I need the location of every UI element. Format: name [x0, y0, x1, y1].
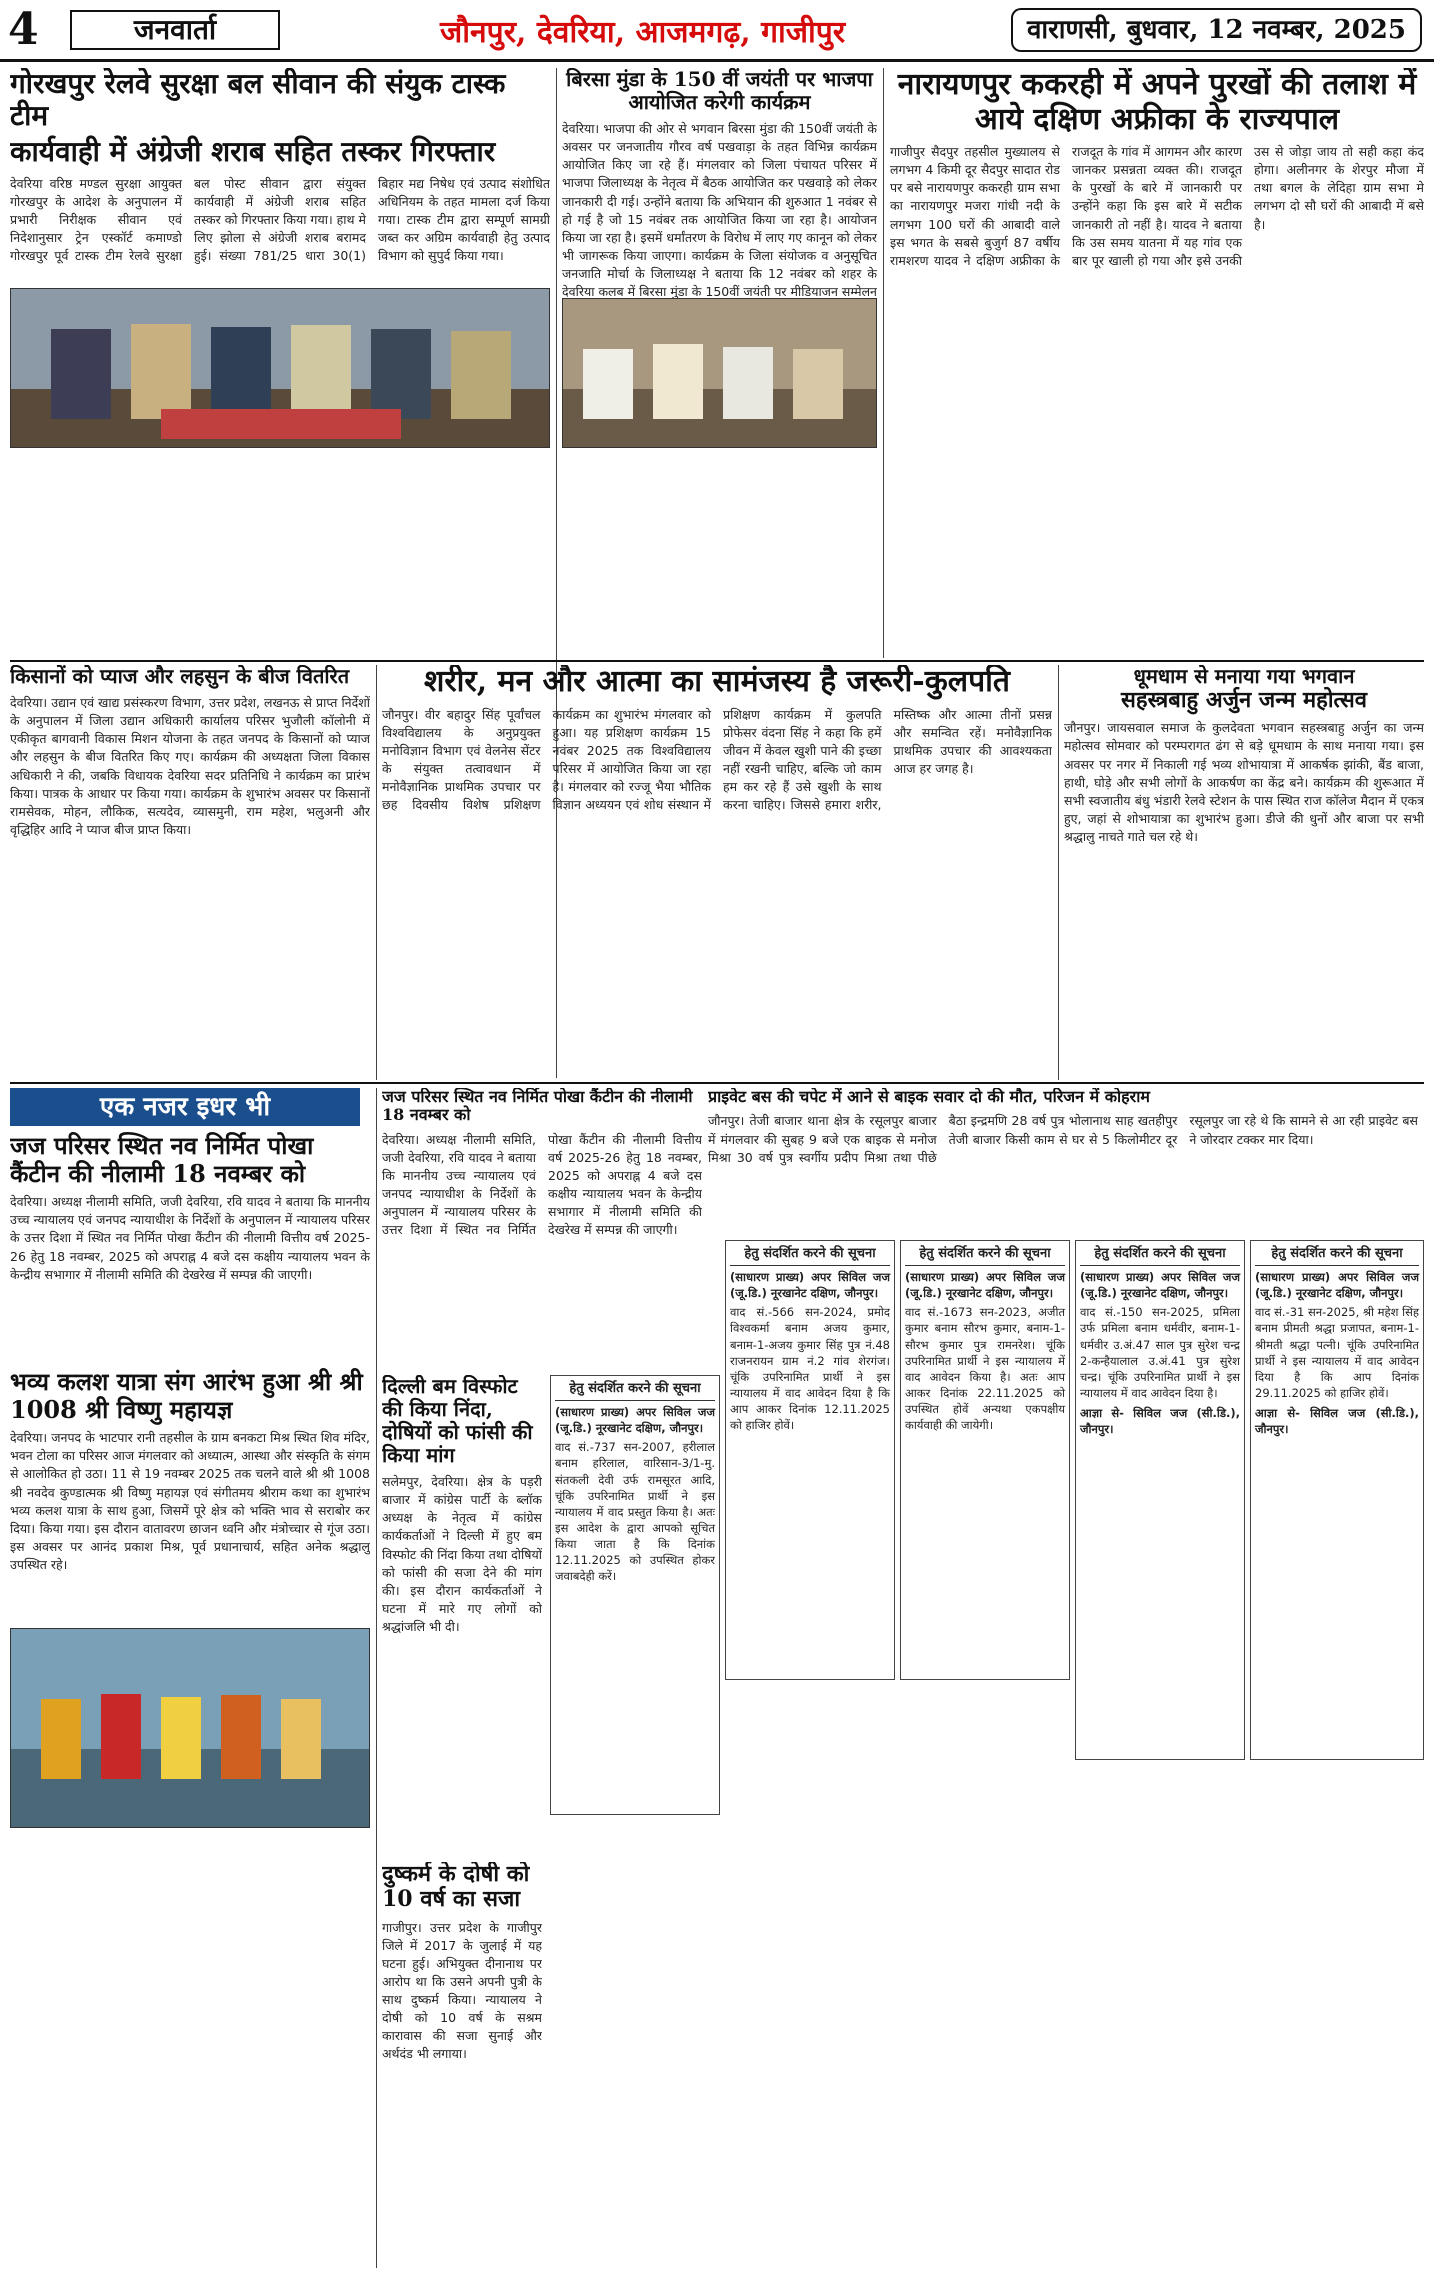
story-private-bus-headline: प्राइवेट बस की चपेट में आने से बाइक सवार दो की मौत, परिजन में कोहराम	[708, 1088, 1150, 1106]
story-birsa-headline: बिरसा मुंडा के 150 वीं जयंती पर भाजपा आयोजित करेगी कार्यक्रम	[566, 68, 873, 114]
legal-notice-footer: आज्ञा से- सिविल जज (सी.डि.), जौनपुर।	[1080, 1405, 1240, 1437]
legal-notice-head: हेतु संदर्शित करने की सूचना	[905, 1245, 1065, 1266]
page-number: 4	[8, 4, 39, 55]
story-narayanpur	[890, 68, 1424, 658]
story-sahasra-headline-2: सहस्त्रबाहु अर्जुन जन्म महोत्सव	[1121, 687, 1367, 713]
legal-notice	[725, 1240, 895, 1680]
kalash-yatra-image	[11, 1629, 370, 1828]
legal-notice-head: हेतु संदर्शित करने की सूचना	[555, 1380, 715, 1401]
story-delhi	[382, 1375, 542, 1855]
story-janaj	[10, 1132, 370, 1362]
story-dushkarm-headline: दुष्कर्म के दोषी को 10 वर्ष का सजा	[382, 1862, 530, 1913]
story-narayanpur-body: गाजीपुर सैदपुर तहसील मुख्यालय से लगभग 4 किमी दूर सैदपुर सादात रोड पर बसे नारायणपुर ककरही ग्राम सभा का नारायणपुर मजरा गांधी नदी के लगभग 100 घरों की आबादी वाले इस भगत के सबसे बुजुर्ग 87 वर्षीय रामशरण यादव ने दक्षिण अफ्रीका के राजदूत के गांव में आगमन और कारण जानकर प्रसन्नता व्यक्त की। राजदूत के पुरखों के बारे में जानकारी पर उन्होंने कहा कि इस बारे में सटीक जानकारी तो नहीं है। यादव ने बताया कि उस समय यातना में यह गांव एक बार पूर खाली हो गया और इसे उनकी उस से जोड़ा जाय तो सही कहा कंद होगा। अलीनगर के शेरपुर मौजा में तथा बगल के लेदिहा ग्राम सभा मे लगभग दो सौ घरों की आबादी में बसे है।	[890, 144, 1424, 268]
story-private-bus	[708, 1088, 1418, 1228]
story-birsa	[562, 68, 877, 708]
column-rule	[1058, 665, 1059, 1080]
edition-cities: जौनपुर, देवरिया, आजमगढ़, गाजीपुर	[440, 15, 846, 50]
rpf-photo	[10, 288, 550, 448]
story-dushkarm-body: गाजीपुर। उत्तर प्रदेश के गाजीपुर जिले में 2017 के जुलाई में यह घटना हुई। अभियुक्त दीनानाथ पर आरोप था कि उसने अपनी पुत्री के साथ दुष्कर्म किया। न्यायालय ने दोषी को 10 वर्ष के सश्रम कारावास की सजा सुनाई और अर्थदंड भी लगाया।	[382, 1919, 542, 2062]
story-kalash-body: देवरिया। जनपद के भाटपार रानी तहसील के ग्राम बनकटा मिश्र स्थित शिव मंदिर, भवन टोला का परिसर आज मंगलवार को अध्यात्म, आस्था और संस्कृति के संगम से आलोकित हो उठा। 11 से 19 नवम्बर 2025 तक चलने वाले श्री श्री 1008 श्री नवदेव कुण्डात्मक श्री विष्णु महायज्ञ एवं संगीतमय श्रीराम कथा का शुभारंभ भव्य कलश यात्रा के साथ हुआ, जिसमें पूरे क्षेत्र को भक्ति भाव से सराबोर कर दिया। किया गया। इस दौरान वातावरण छाजन ध्वनि और मंत्रोच्चार से गूंज उठा। इस अवसर पर आनंद प्रकाश मिश्र, पूर्व प्रधानाचार्य, सहित अनेक श्रद्धालु उपस्थित रहे।	[10, 1430, 370, 1573]
legal-notice-court: (साधारण प्राख्य) अपर सिविल जज (जू.डि.) नूरखानेट दक्षिण, जौनपुर।	[730, 1270, 890, 1301]
story-kisan	[10, 665, 370, 1080]
legal-notice-text: वाद सं.-31 सन-2025, श्री महेश सिंह बनाम प्रीमती श्रद्धा प्रजापत, बनाम-1-श्रीमती श्रद्धा पत्नी। चूंकि उपरिनामित प्रार्थी ने इस न्यायालय में वाद आवेदन दिया है कि आप दिनांक 29.11.2025 को हाजिर होवें।	[1255, 1305, 1419, 1400]
story-delhi-headline: दिल्ली बम विस्फोट की किया निंदा, दोषियों को फांसी की किया मांग	[382, 1375, 533, 1467]
story-kentin-headline: जज परिसर स्थित नव निर्मित पोखा कैंटीन की नीलामी 18 नवम्बर को	[382, 1088, 693, 1125]
legal-notice-text: वाद सं.-1673 सन-2023, अजीत कुमार बनाम सौरभ कुमार, बनाम-1-सौरभ कुमार पुत्र रामनरेश। चूंकि उपरिनामित प्रार्थी ने इस न्यायालय में वाद आवेदन किया है। अतः आप आकर दिनांक 22.11.2025 को उपस्थित होवें अन्यथा एकपक्षीय कार्यवाही की जायेगी।	[905, 1305, 1065, 1433]
story-kalash-headline: भव्य कलश यात्रा संग आरंभ हुआ श्री श्री 1008 श्री विष्णु महायज्ञ	[10, 1368, 363, 1424]
story-kalash	[10, 1368, 370, 2268]
legal-notice-text: वाद सं.-566 सन-2024, प्रमोद विश्वकर्मा बनाम अजय कुमार, बनाम-1-अजय कुमार सिंह पुत्र नं.48 राजनरायन ग्राम नं.2 गांव शेरगंज। चूंकि उपरिनामित प्रार्थी ने इस न्यायालय में वाद आवेदन दिया है कि आप आकर दिनांक 12.11.2025 को हाजिर होवें।	[730, 1305, 890, 1433]
story-sahasra	[1064, 665, 1424, 1080]
story-sharir-body: जौनपुर। वीर बहादुर सिंह पूर्वांचल विश्वविद्यालय के अनुप्रयुक्त मनोविज्ञान विभाग एवं वेलनेस सेंटर के संयुक्त तत्वावधान में मनोवैज्ञानिक प्राथमिक उपचार पर छह दिवसीय विशेष प्रशिक्षण कार्यक्रम का शुभारंभ मंगलवार को हुआ। यह प्रशिक्षण कार्यक्रम 15 नवंबर 2025 तक विश्वविद्यालय परिसर में आयोजित किया जा रहा है। मंगलवार को रज्जू भैया भौतिक विज्ञान अध्ययन एवं शोध संस्थान में प्रशिक्षण कार्यक्रम में कुलपति प्रोफेसर वंदना सिंह ने कहा कि हमें जीवन में केवल खुशी पाने की इच्छा नहीं रखनी चाहिए, बल्कि जो काम हम कर रहे हैं उसे खुशी के साथ करना चाहिए। जिससे हमारा शरीर, मस्तिष्क और आत्मा तीनों प्रसन्न और समन्वित रहें। मनोवैज्ञानिक प्राथमिक उपचार की आवश्यकता आज हर जगह है।	[382, 706, 1052, 813]
row-rule	[10, 660, 1424, 662]
legal-notice	[1250, 1240, 1424, 1760]
legal-notice	[900, 1240, 1070, 1680]
ek-nazar-section-bar: एक नजर इधर भी	[10, 1088, 360, 1126]
column-rule	[376, 665, 377, 1080]
story-sharir	[382, 665, 1052, 1075]
story-rpf-body: देवरिया वरिष्ठ मण्डल सुरक्षा आयुक्त गोरखपुर के आदेश के अनुपालन में प्रभारी निरीक्षक सीवान एवं निदेशानुसार ट्रेन एस्कॉर्ट कमाण्डो गोरखपुर पूर्व टास्क टीम रेलवे सुरक्षा बल पोस्ट सीवान द्वारा संयुक्त कार्यवाही में अंग्रेजी शराब सहित तस्कर को गिरफ्तार किया गया। हाथ मे लिए झोला से अंग्रेजी शराब बरामद हुई। संख्या 781/25 धारा 30(1) बिहार मद्य निषेध एवं उत्पाद संशोधित अधिनियम के तहत मामला दर्ज किया गया। टास्क टीम द्वारा सम्पूर्ण सामग्री जब्त कर अग्रिम कार्यवाही हेतु उत्पाद विभाग को सुपुर्द किया गया।	[10, 175, 550, 264]
legal-notice-head: हेतु संदर्शित करने की सूचना	[730, 1245, 890, 1266]
story-janaj-headline: जज परिसर स्थित नव निर्मित पोखा कैंटीन की नीलामी 18 नवम्बर को	[10, 1132, 314, 1188]
legal-notice-head: हेतु संदर्शित करने की सूचना	[1080, 1245, 1240, 1266]
story-private-bus-body: जौनपुर। तेजी बाजार थाना क्षेत्र के रसूलपुर बाजार में मंगलवार की सुबह 9 बजे एक बाइक से मनोज मिश्रा 30 वर्ष पुत्र स्वर्गीय प्रदीप मिश्रा तथा पीछे बैठा इन्द्रमणि 28 वर्ष पुत्र भोलानाथ साह खतहीपुर तेजी बाजार किसी काम से घर से 5 किलोमीटर दूर रसूलपुर जा रहे थे कि सामने से आ रही प्राइवेट बस ने जोरदार टक्कर मार दिया।	[708, 1113, 1418, 1165]
legal-notice-head: हेतु संदर्शित करने की सूचना	[1255, 1245, 1419, 1266]
story-narayanpur-headline: नारायणपुर ककरही में अपने पुरखों की तलाश में आये दक्षिण अफ्रीका के राज्यपाल	[897, 68, 1417, 137]
edition-date: वाराणसी, बुधवार, 12 नवम्बर, 2025	[1011, 8, 1422, 52]
legal-notice	[550, 1375, 720, 1815]
legal-notice-text: वाद सं.-150 सन-2025, प्रमिला उर्फ प्रमिला बनाम धर्मवीर, बनाम-1-धर्मवीर उ.अं.47 साल पुत्र सुरेश चन्द्र 2-कन्हैयालाल उ.अं.41 पुत्र सुरेश चन्द्र। चूंकि उपरिनामित प्रार्थी ने इस न्यायालय में वाद आवेदन दिया है।	[1080, 1305, 1240, 1400]
newspaper-brand: जनवार्ता	[70, 10, 280, 50]
rpf-group-image	[11, 289, 550, 448]
kalash-yatra-photo	[10, 1628, 370, 1828]
story-kisan-headline: किसानों को प्याज और लहसुन के बीज वितरित	[10, 665, 350, 688]
legal-notice-footer: आज्ञा से- सिविल जज (सी.डि.), जौनपुर।	[1255, 1405, 1419, 1437]
legal-notice	[1075, 1240, 1245, 1760]
story-rpf-headline-1: गोरखपुर रेलवे सुरक्षा बल सीवान की संयुक टास्क टीम	[10, 68, 506, 133]
birsa-meeting-image	[563, 299, 877, 448]
legal-notice-court: (साधारण प्राख्य) अपर सिविल जज (जू.डि.) नूरखानेट दक्षिण, जौनपुर।	[555, 1405, 715, 1436]
legal-notice-text: वाद सं.-737 सन-2007, हरीलाल बनाम हरिलाल, वारिसान-3/1-मु. संतकली देवी उर्फ रामसूरत आदि, चूंकि उपरिनामित प्रार्थी ने इस न्यायालय में वाद प्रस्तुत किया है। अतः इस आदेश के द्वारा आपको सूचित किया जाता है कि दिनांक 12.11.2025 को उपस्थित होकर जवाबदेही करें।	[555, 1440, 715, 1584]
story-dushkarm	[382, 1862, 542, 2262]
story-kisan-body: देवरिया। उद्यान एवं खाद्य प्रसंस्करण विभाग, उत्तर प्रदेश, लखनऊ से प्राप्त निर्देशों के अनुपालन में जिला उद्यान अधिकारी कार्यालय परिसर भुजौली कॉलोनी में एकीकृत बागवानी विकास मिशन योजना के तहत जनपद के किसानों को प्याज और लहसुन के बीज वितरित किए गए। कार्यक्रम की अध्यक्षता जिला विकास अधिकारी ने की, जबकि विधायक देवरिया सदर प्रतिनिधि ने कार्यक्रम का प्रारंभ किया। पात्रक के आधार पर किया गया। कार्यक्रम के शुभारंभ अवसर पर किसानों रामसेवक, मोहन, लौकिक, सत्यदेव, व्यासमुनी, राम महेश, भलुअनी और वृद्धिहिर आदि ने प्याज बीज प्राप्त किया।	[10, 695, 370, 837]
masthead	[0, 0, 1434, 62]
story-birsa-body: देवरिया। भाजपा की ओर से भगवान बिरसा मुंडा की 150वीं जयंती के अवसर पर जनजातीय गौरव वर्ष पखवाड़ा के तहत विभिन्न कार्यक्रम आयोजित किए जा रहे हैं। मंगलवार को जिला पंचायत परिसर में भाजपा जिलाध्यक्ष के नेतृत्व में बैठक आयोजित कर पखवाड़े को लेकर जानकारी दी गई। उन्होंने बताया कि अभियान की शुरुआत 1 नवंबर से हो गई है जो 15 नवंबर तक आयोजित किया जा रहा है। आयोजन किया जा रहा है। इसमें धर्मांतरण के विरोध में लाए गए कानून को लेकर भी जागरूक किया जाएगा। कार्यक्रम के जिला संयोजक व अनुसूचित जनजाति मोर्चा के जिलाध्यक्ष ने बताया कि 12 नवंबर को शहर के देवरिया कलब में बिरसा मुंडा के 150वीं जयंती पर मीडियाजन सम्मेलन	[562, 121, 877, 300]
story-kentin-body: देवरिया। अध्यक्ष नीलामी समिति, जजी देवरिया, रवि यादव ने बताया कि माननीय उच्च न्यायालय एवं जनपद न्यायाधीश के निर्देशों के अनुपालन में न्यायालय परिसर के उत्तर दिशा में स्थित नव निर्मित पोखा कैंटीन की नीलामी वित्तीय वर्ष 2025-26 हेतु 18 नवम्बर, 2025 को अपराह्न 4 बजे दस कक्षीय न्यायालय भवन के केन्द्रीय सभागार में नीलामी समिति की देखरेख में सम्पन्न की जाएगी।	[382, 1131, 702, 1238]
birsa-meeting-photo	[562, 298, 877, 448]
legal-notice-court: (साधारण प्राख्य) अपर सिविल जज (जू.डि.) नूरखानेट दक्षिण, जौनपुर।	[1080, 1270, 1240, 1301]
legal-notice-court: (साधारण प्राख्य) अपर सिविल जज (जू.डि.) नूरखानेट दक्षिण, जौनपुर।	[905, 1270, 1065, 1301]
story-kentin	[382, 1088, 702, 1368]
column-rule	[883, 68, 884, 658]
story-rpf-headline-2: कार्यवाही में अंग्रेजी शराब सहित तस्कर गिरफ्तार	[10, 135, 496, 169]
story-sahasra-headline-1: धूमधाम से मनाया गया भगवान	[1133, 665, 1355, 688]
column-rule	[376, 1088, 377, 2268]
story-sharir-headline: शरीर, मन और आत्मा का सामंजस्य है जरूरी-कुलपति	[423, 665, 1011, 699]
story-janaj-body: देवरिया। अध्यक्ष नीलामी समिति, जजी देवरिया, रवि यादव ने बताया कि माननीय उच्च न्यायालय एवं जनपद न्यायाधीश के निर्देशों के अनुपालन में न्यायालय परिसर के उत्तर दिशा में स्थित नव निर्मित पोखा कैंटीन की नीलामी वित्तीय वर्ष 2025-26 हेतु 18 नवम्बर, 2025 को अपराह्न 4 बजे दस कक्षीय न्यायालय भवन के केन्द्रीय सभागार में नीलामी समिति की देखरेख में सम्पन्न की जाएगी।	[10, 1194, 370, 1282]
legal-notice-court: (साधारण प्राख्य) अपर सिविल जज (जू.डि.) नूरखानेट दक्षिण, जौनपुर।	[1255, 1270, 1419, 1301]
story-sahasra-body: जौनपुर। जायसवाल समाज के कुलदेवता भगवान सहस्त्रबाहु अर्जुन का जन्म महोत्सव सोमवार को परम्परागत ढंग से बड़े धूमधाम के साथ मनाया गया। इस अवसर पर नगर में निकाली गई भव्य शोभायात्रा में आकर्षक झांकी, बैंड बाजा, हाथी, घोड़े और सभी लोगों के आकर्षण का केंद्र बने। कार्यक्रम की शुरूआत में सभी स्वजातीय बंधु भंडारी रेलवे स्टेशन के पास स्थित राज कॉलेज मैदान में एकत्र हुए, जहां से शोभायात्रा का शुभारंभ हुआ। डीजे की धुनों और बाजा पर सभी श्रद्धालु नाचते गाते चल रहे थे।	[1064, 720, 1424, 845]
story-delhi-body: सलेमपुर, देवरिया। क्षेत्र के पड़री बाजार में कांग्रेस पार्टी के ब्लॉक अध्यक्ष के नेतृत्व में कांग्रेस कार्यकर्ताओं ने दिल्ली में हुए बम विस्फोट की निंदा किया तथा दोषियों को फांसी की सजा देने की मांग की। इस दौरान कार्यकर्ताओं ने घटना में मारे गए लोगों को श्रद्धांजलि भी दी।	[382, 1474, 542, 1634]
row-rule	[10, 1082, 1424, 1084]
